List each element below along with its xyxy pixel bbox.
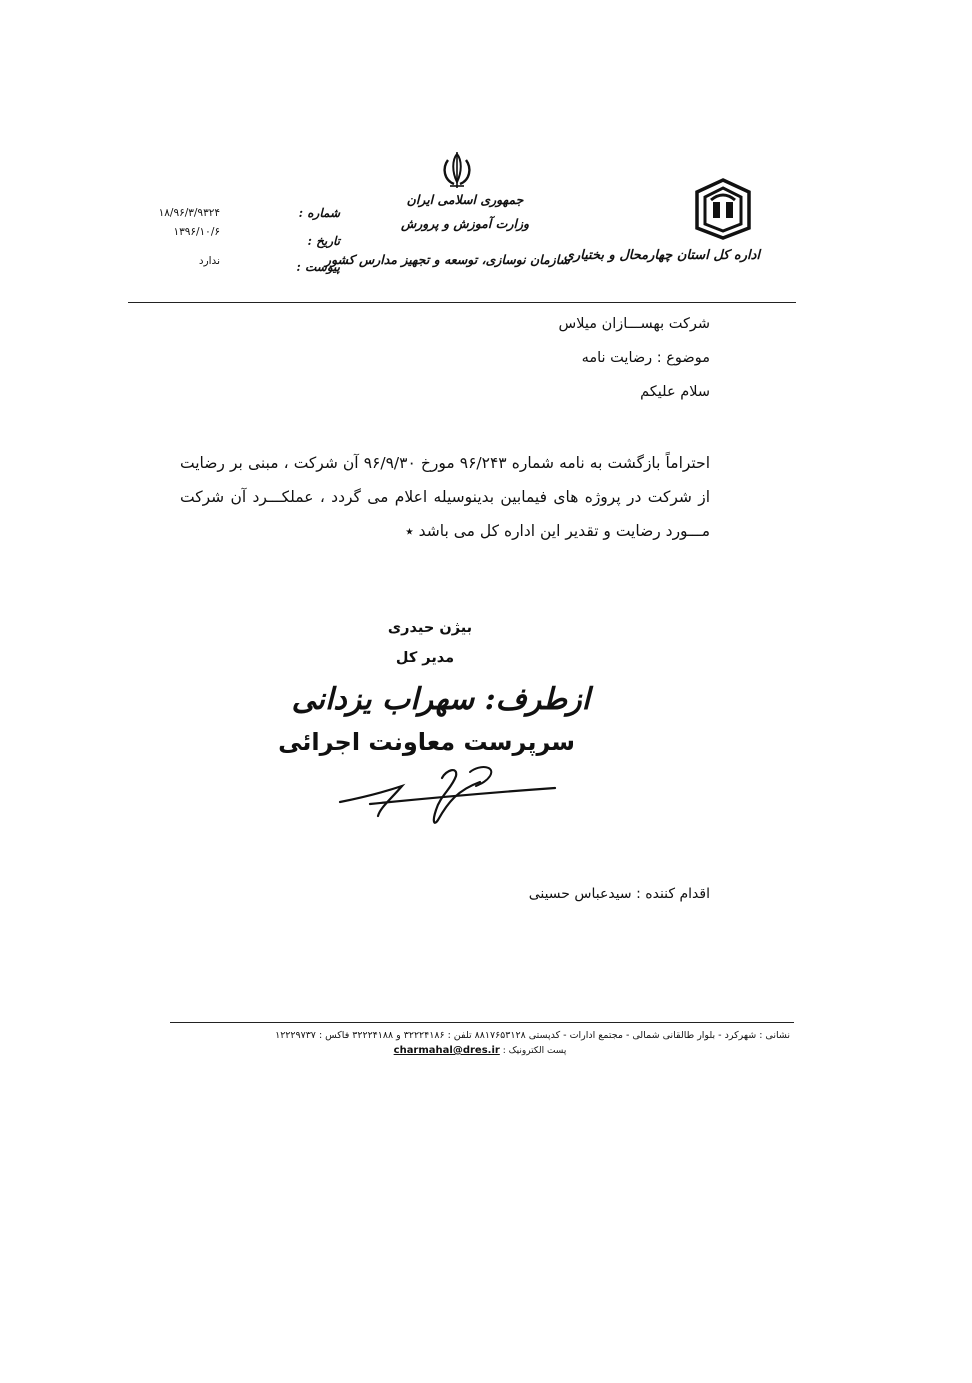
signer-name: بیژن حیدری (387, 620, 473, 636)
date-label: تاریخ : (307, 234, 340, 248)
action-by: اقدام کننده : سیدعباس حسینی (528, 886, 710, 902)
letter-body: احتراماً بازگشت به نامه شماره ۹۶/۲۴۳ مورخ ۹۶/۹/۳۰ آن شرکت ، مبنی بر رضایت از شرکت در پروژه های فیمابین بدینوسیله اعلام می گردد ، عملکـــرد آن شرکت مـــورد رضایت و تقدیر این اداره کل می باشد ٭ (180, 454, 711, 540)
footer-email-line (380, 1045, 580, 1056)
footer-email-label: پست الکترونیک : (502, 1046, 567, 1056)
greeting: سلام علیکم (640, 384, 710, 400)
subject: موضوع : رضایت نامه (581, 350, 710, 366)
number-label: شماره : (298, 206, 340, 220)
header-divider (128, 302, 796, 303)
recipient: شرکت بهســـازان میلاس (558, 316, 710, 332)
iran-emblem-icon (440, 150, 474, 190)
footer-address: نشانی : شهرکرد - بلوار طالقانی شمالی - مجتمع ادارات - کدپستی ۸۸۱۷۶۵۳۱۲۸ تلفن : ۳۲۲۲۴۱۸۶ و ۳۲۲۲۴۱۸۸ فاکس : ۱۲۲۲۹۷۳۷ (275, 1030, 790, 1041)
header-department: اداره کل استان چهارمحال و بختیاری (563, 248, 760, 263)
stamp-role: سرپرست معاونت اجرائی (278, 728, 575, 756)
handwritten-signature (330, 760, 560, 830)
stamp-on-behalf: ازطرف: سهراب یزدانی (291, 682, 590, 717)
header-ministry: وزارت آموزش و پرورش (400, 216, 530, 231)
header-republic: جمهوری اسلامی ایران (406, 192, 524, 207)
footer-divider (170, 1022, 794, 1023)
attachment-label: پیوست : (296, 260, 340, 274)
date-value: ۱۳۹۶/۱۰/۶ (173, 226, 220, 238)
footer-email-link[interactable]: charmahal@dres.ir (393, 1045, 500, 1056)
header-organization: سازمان نوسازی، توسعه و تجهیز مدارس کشور (325, 252, 570, 267)
school-renovation-logo-icon (695, 178, 751, 240)
attachment-value: ندارد (198, 255, 220, 267)
signer-title: مدیر کل (395, 650, 455, 666)
number-value: ۱۸/۹۶/۳/۹۳۲۴ (158, 207, 220, 219)
